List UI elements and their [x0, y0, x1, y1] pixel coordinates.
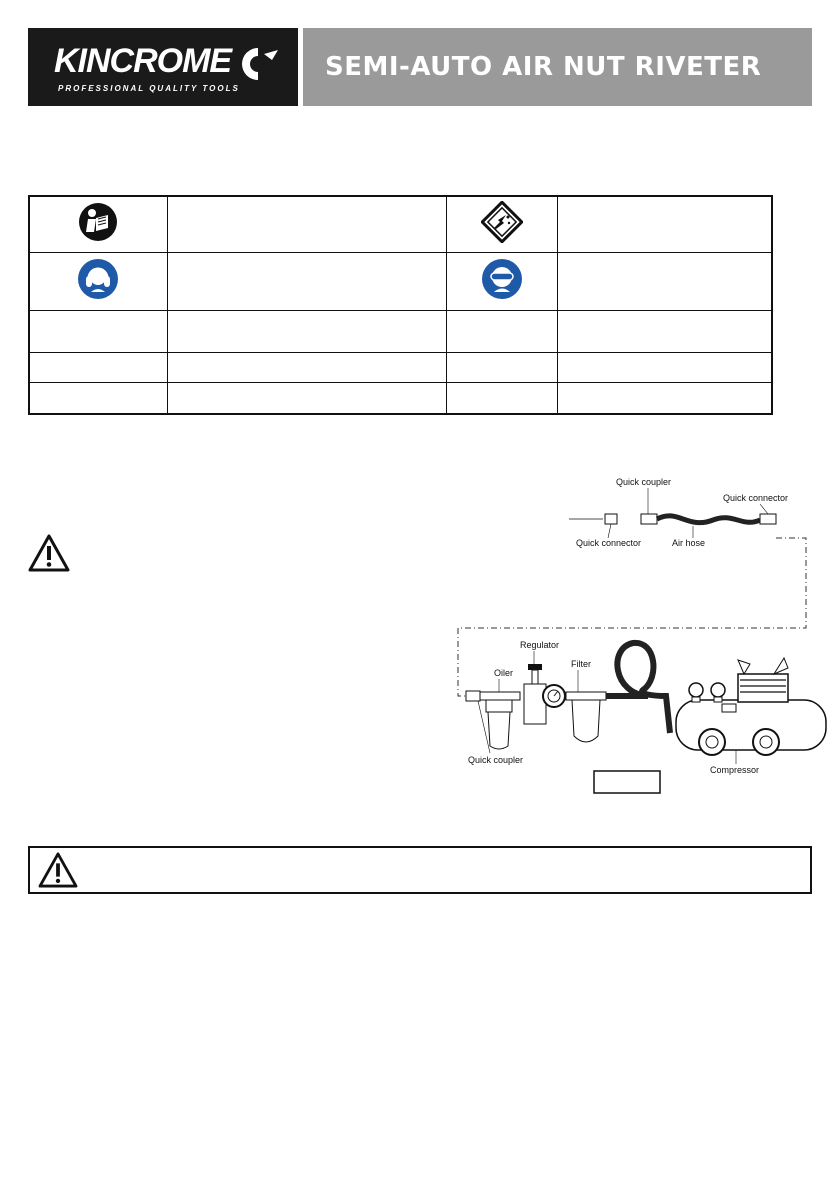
- eye-protection-icon: [481, 258, 523, 300]
- label-air-hose: Air hose: [672, 538, 706, 548]
- table-cell: [29, 252, 167, 310]
- warning-triangle-icon: [28, 534, 70, 572]
- table-cell: [167, 382, 447, 414]
- spanner-logo-icon: [236, 46, 280, 82]
- label-compressor: Compressor: [710, 765, 760, 775]
- label-filter: Filter: [571, 659, 591, 669]
- table-row: [29, 196, 772, 252]
- label-quick-coupler-bottom: Quick coupler: [468, 755, 524, 765]
- table-row: [29, 382, 772, 414]
- label-quick-coupler-top: Quick coupler: [616, 477, 672, 487]
- flying-debris-warning-icon: [481, 201, 523, 243]
- table-cell: [557, 352, 772, 382]
- warning-box: [28, 846, 812, 894]
- label-quick-connector-right: Quick connector: [723, 493, 789, 503]
- safety-symbols-table: [28, 195, 773, 415]
- table-cell: [29, 310, 167, 352]
- page-title: SEMI-AUTO AIR NUT RIVETER: [325, 52, 762, 82]
- label-regulator: Regulator: [520, 640, 560, 650]
- label-quick-connector-left: Quick connector: [576, 538, 642, 548]
- table-cell: [167, 310, 447, 352]
- brand-logo: [28, 28, 298, 106]
- table-cell: [447, 310, 558, 352]
- table-row: [29, 252, 772, 310]
- table-row: [29, 352, 772, 382]
- title-bar: [303, 28, 812, 106]
- table-cell: [447, 352, 558, 382]
- figure-label-box: [594, 771, 660, 793]
- brand-tagline: PROFESSIONAL QUALITY TOOLS: [58, 84, 240, 93]
- read-manual-icon: [78, 202, 118, 242]
- table-cell: [167, 196, 447, 252]
- table-row: [29, 310, 772, 352]
- air-supply-diagram: [438, 468, 838, 798]
- ear-protection-icon: [77, 258, 119, 300]
- table-cell: [29, 196, 167, 252]
- table-cell: [557, 310, 772, 352]
- table-cell: [167, 352, 447, 382]
- table-cell: [557, 196, 772, 252]
- table-cell: [557, 382, 772, 414]
- warning-triangle-icon: [38, 852, 78, 888]
- table-cell: [29, 352, 167, 382]
- brand-wordmark: KINCROME: [54, 42, 232, 80]
- table-cell: [447, 252, 558, 310]
- table-cell: [167, 252, 447, 310]
- label-oiler: Oiler: [494, 668, 514, 678]
- table-cell: [29, 382, 167, 414]
- table-cell: [557, 252, 772, 310]
- table-cell: [447, 196, 558, 252]
- table-cell: [447, 382, 558, 414]
